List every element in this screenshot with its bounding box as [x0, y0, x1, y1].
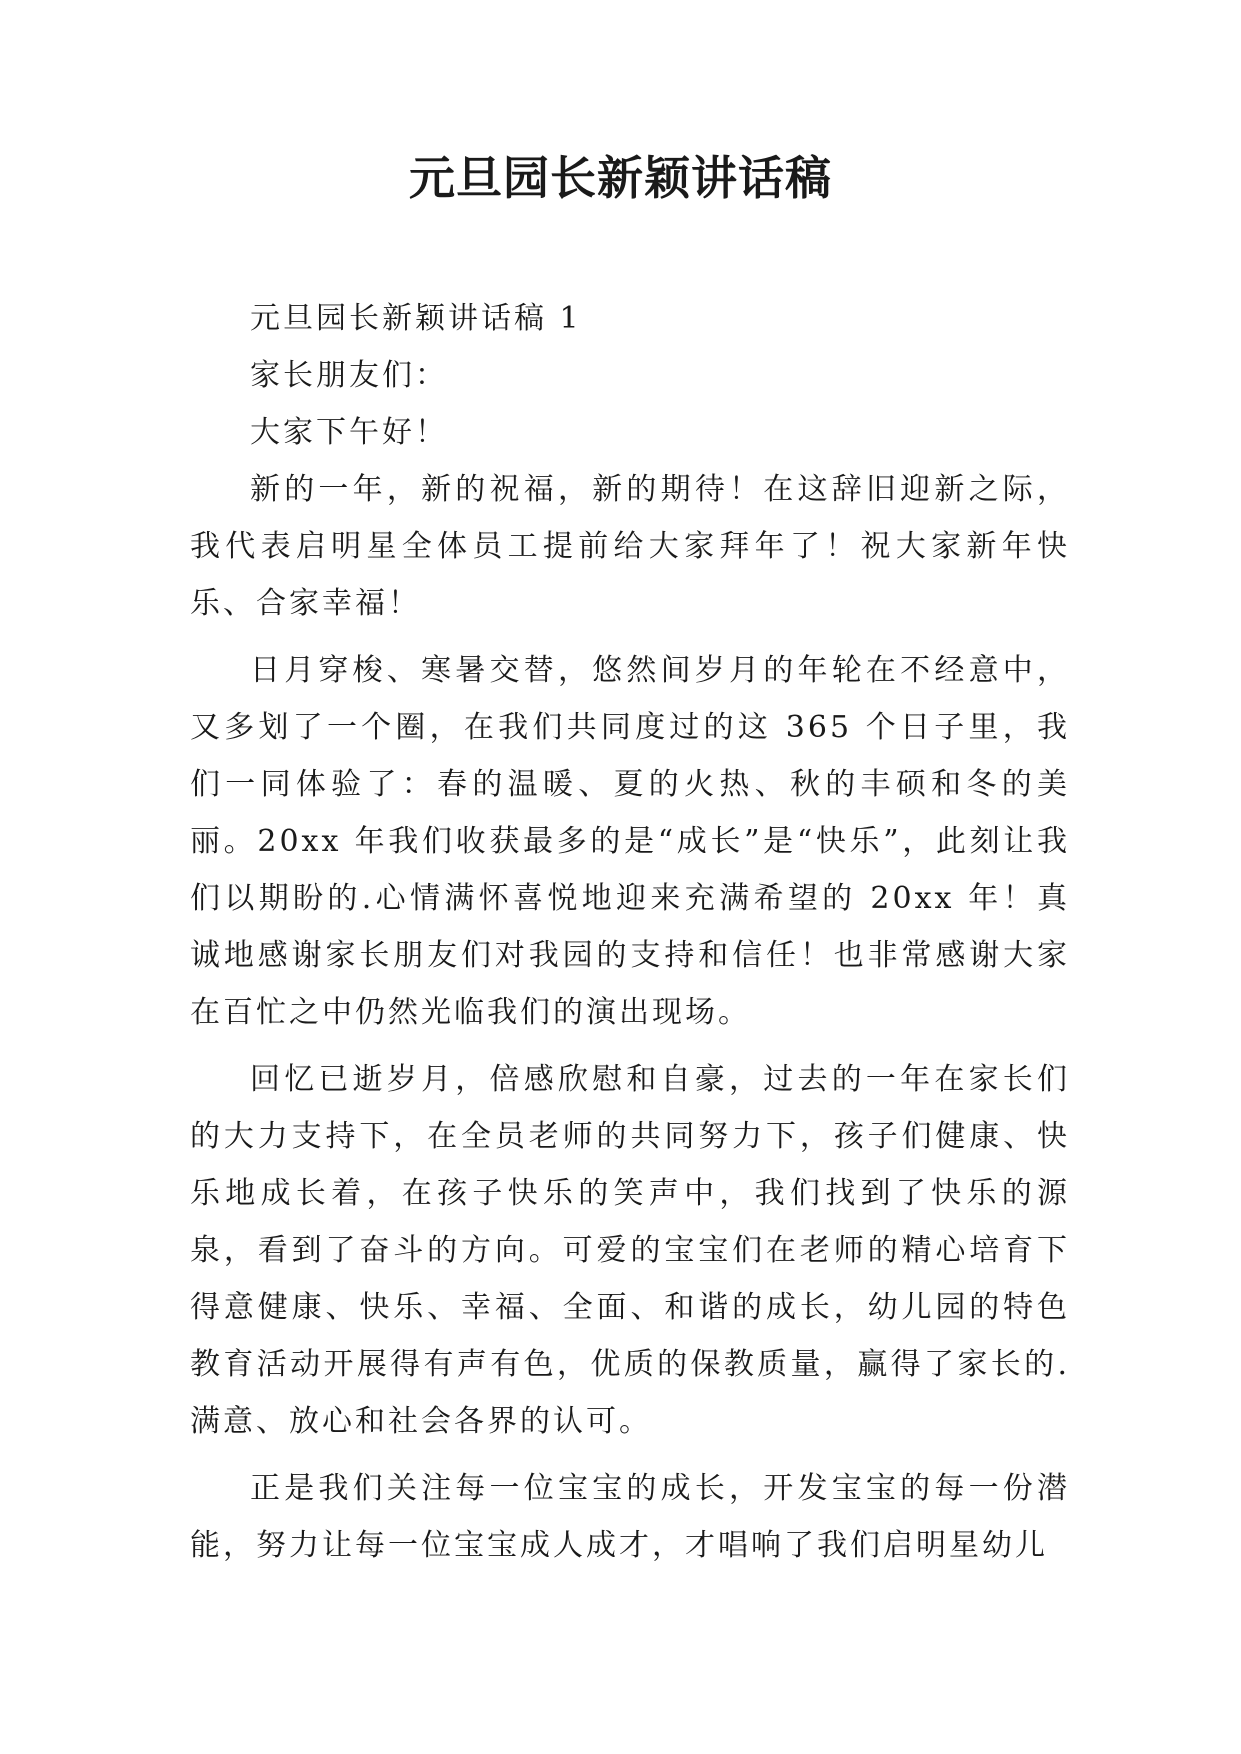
paragraph-salutation: 家长朋友们： [250, 358, 448, 393]
paragraph-year-review: 日月穿梭、寒暑交替，悠然间岁月的年轮在不经意中，又多划了一个圈，在我们共同度过的这 365 个日子里，我们一同体验了：春的温暖、夏的火热、秋的丰硕和冬的美丽。20xx 年我们收获最多的是“成长”是“快乐”，此刻让我们以期盼的.心情满怀喜悦地迎来充满希望的 20xx 年！真诚地感谢家长朋友们对我园的支持和信任！也非常感谢大家在百忙之中仍然光临我们的演出现场。 [190, 653, 1070, 1030]
document-body [190, 290, 1070, 1574]
paragraph-new-year-wishes: 新的一年，新的祝福，新的期待！在这辞旧迎新之际，我代表启明星全体员工提前给大家拜年了！祝大家新年快乐、合家幸福！ [190, 472, 1070, 621]
paragraph-focus: 正是我们关注每一位宝宝的成长，开发宝宝的每一份潜能，努力让每一位宝宝成人成才，才唱响了我们启明星幼儿 [190, 1471, 1070, 1563]
document-title: 元旦园长新颖讲话稿 [409, 151, 832, 205]
paragraph-reflection: 回忆已逝岁月，倍感欣慰和自豪，过去的一年在家长们的大力支持下，在全员老师的共同努力下，孩子们健康、快乐地成长着，在孩子快乐的笑声中，我们找到了快乐的源泉，看到了奋斗的方向。可爱的宝宝们在老师的精心培育下得意健康、快乐、幸福、全面、和谐的成长，幼儿园的特色教育活动开展得有声有色，优质的保教质量，赢得了家长的.满意、放心和社会各界的认可。 [190, 1062, 1070, 1439]
paragraph-heading: 元旦园长新颖讲话稿 1 [250, 301, 582, 336]
paragraph-greeting: 大家下午好！ [250, 415, 448, 450]
